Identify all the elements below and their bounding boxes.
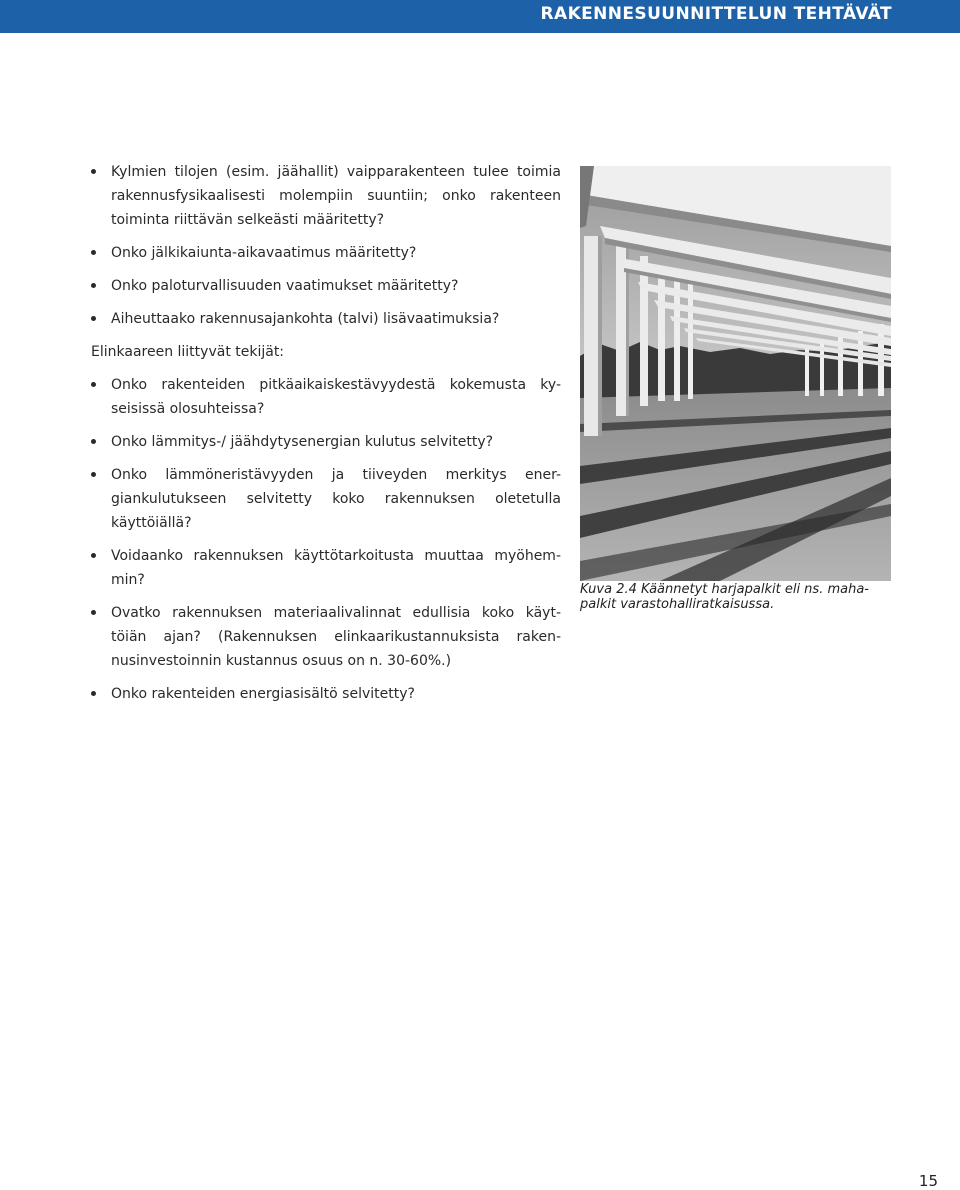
bullet-item (91, 682, 561, 706)
bullet-line: nusinvestoinnin kustannus osuus on n. 30-60%.) (111, 653, 452, 669)
bullet-dot-icon (91, 610, 96, 615)
bullet-line: Onko rakenteiden energiasisältö selvitetty? (111, 686, 415, 702)
section-label: Elinkaareen liittyvät tekijät: (91, 344, 285, 360)
bullet-line: töiän ajan? (Rakennuksen elinkaarikustannuksista raken- (111, 629, 561, 645)
bullet-line: Onko lämmitys-/ jäähdytysenergian kulutus selvitetty? (111, 434, 494, 450)
bullet-list-lifecycle (91, 373, 561, 706)
bullet-dot-icon (91, 169, 96, 174)
bullet-dot-icon (91, 316, 96, 321)
bullet-line: Voidaanko rakennuksen käyttötarkoitusta muuttaa myöhem- (111, 548, 561, 564)
bullet-item (91, 601, 561, 673)
bullet-line: Aiheuttaako rakennusajankohta (talvi) lisävaatimuksia? (111, 311, 500, 327)
bullet-line: rakennusfysikaalisesti molempiin suuntiin; onko rakenteen (111, 188, 561, 204)
caption-line: Kuva 2.4 Käännetyt harjapalkit eli ns. maha- (580, 582, 869, 597)
bullet-item (91, 544, 561, 592)
header-band (0, 0, 960, 33)
bullet-line: Onko paloturvallisuuden vaatimukset määritetty? (111, 278, 459, 294)
bullet-dot-icon (91, 472, 96, 477)
bullet-dot-icon (91, 553, 96, 558)
section-header-title: RAKENNESUUNNITTELUN TEHTÄVÄT (540, 4, 892, 24)
figure-caption (580, 582, 891, 612)
bullet-dot-icon (91, 691, 96, 696)
bullet-item (91, 373, 561, 421)
bullet-item (91, 430, 561, 454)
bullet-item (91, 463, 561, 535)
bullet-dot-icon (91, 250, 96, 255)
bullet-item (91, 241, 561, 265)
bullet-line: giankulutukseen selvitetty koko rakennuksen oletetulla (111, 491, 561, 507)
page-number: 15 (918, 1172, 938, 1190)
bullet-dot-icon (91, 382, 96, 387)
caption-line: palkit varastohalliratkaisussa. (580, 597, 775, 612)
bullet-dot-icon (91, 283, 96, 288)
bullet-line: käyttöiällä? (111, 515, 192, 531)
bullet-line: Onko lämmöneristävyyden ja tiiveyden merkitys ener- (111, 467, 561, 483)
bullet-item (91, 274, 561, 298)
bullet-line: min? (111, 572, 145, 588)
bullet-list-requirements (91, 160, 561, 331)
photo-warehouse-beams (580, 166, 891, 581)
bullet-line: seisissä olosuhteissa? (111, 401, 265, 417)
main-text-column (91, 160, 561, 715)
bullet-item (91, 307, 561, 331)
bullet-line: Kylmien tilojen (esim. jäähallit) vaipparakenteen tulee toimia (111, 164, 561, 180)
bullet-line: Onko jälkikaiunta-aikavaatimus määritetty? (111, 245, 417, 261)
bullet-dot-icon (91, 439, 96, 444)
bullet-line: Ovatko rakennuksen materiaalivalinnat edullisia koko käyt- (111, 605, 561, 621)
bullet-line: Onko rakenteiden pitkäaikaiskestävyydestä kokemusta ky- (111, 377, 561, 393)
bullet-item (91, 160, 561, 232)
bullet-line: toiminta riittävän selkeästi määritetty? (111, 212, 385, 228)
figure-photo (580, 166, 891, 581)
